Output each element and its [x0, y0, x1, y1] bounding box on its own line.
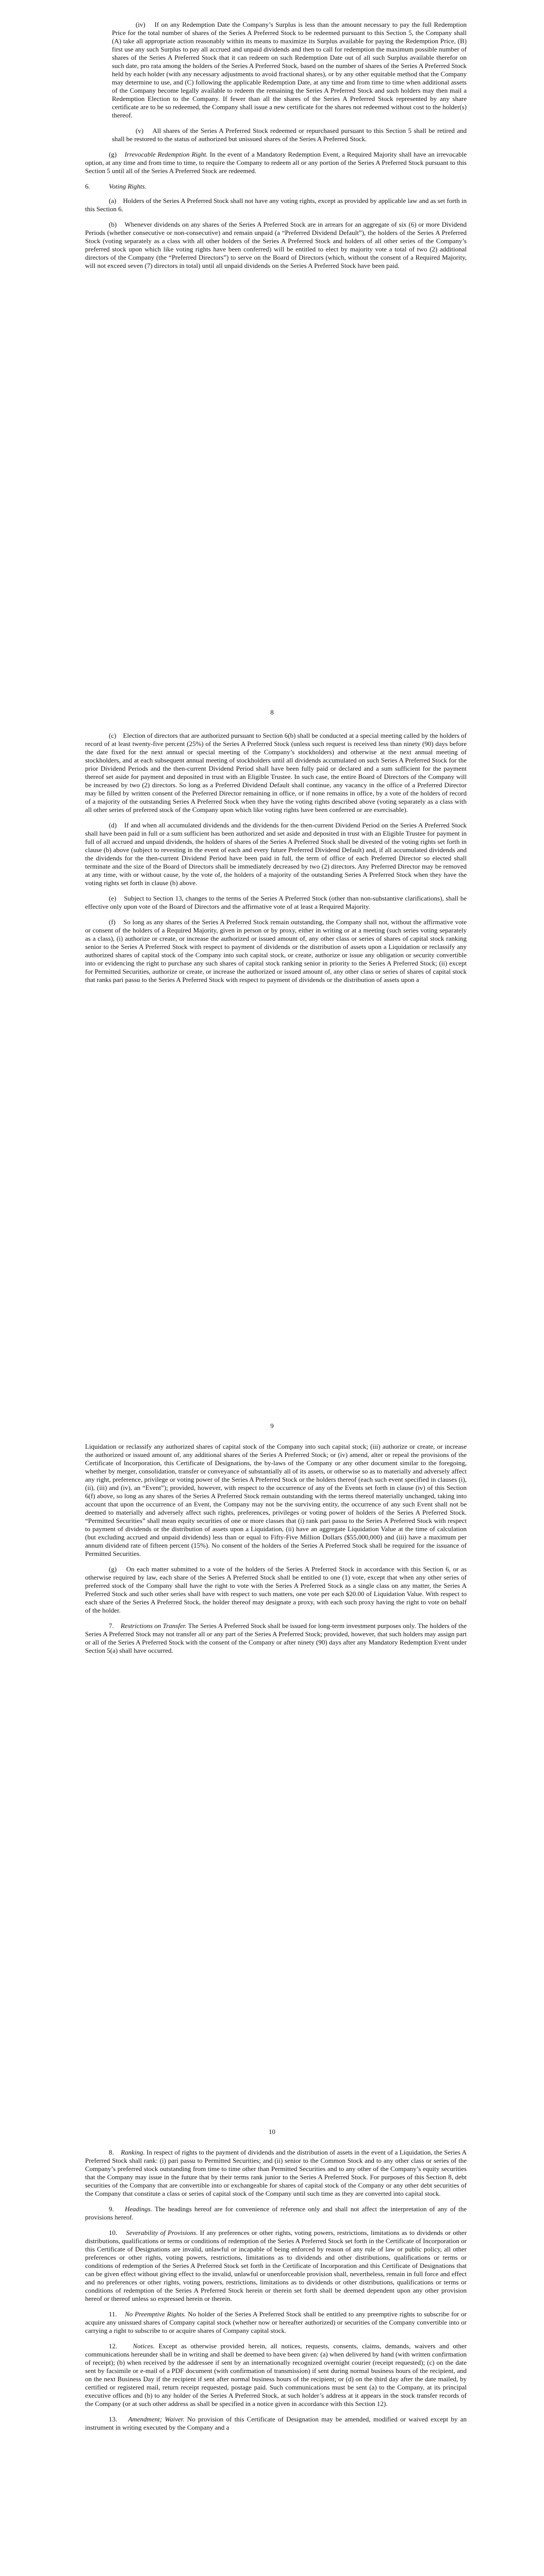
paragraph-6-a: (a) Holders of the Series A Preferred Stock shall not have any voting rights, except as provided by applicable law and as set forth in this Section 6. [85, 197, 467, 213]
page-body [85, 21, 467, 270]
page-number: 8 [270, 708, 274, 716]
paragraph-6-e: (e) Subject to Section 13, changes to the terms of the Series A Preferred Stock (other than non-substantive clarifications), shall be effective only upon vote of the Board of Directors and the affirmative vote of at least a Required Majority. [85, 894, 467, 910]
paragraph-5-g: (g) Irrevocable Redemption Right. In the event of a Mandatory Redemption Event, a Required Majority shall have an irrevocable option, at any time and from time to time, to require the Company to redeem all or any portion of the Series A Preferred Stock pursuant to this Section 5 until all of the Series A Preferred Stock are redeemed. [85, 150, 467, 175]
paragraph-6-g: (g) On each matter submitted to a vote of the holders of the Series A Preferred Stock in accordance with this Section 6, or as otherwise required by law, each share of the Series A Preferred Stock shall be entitled to one (1) vote, except that when any other series of preferred stock of the Company shall have the right to vote with the Series A Preferred Stock as a single class on any matter, the Series A Preferred Stock and such other series shall have with respect to such matters, one vote per each $20.00 of Liquidation Value. With respect to each share of the Series A Preferred Stock, the holder thereof may designate a proxy, with each such proxy having the right to vote on behalf of the holder. [85, 1565, 467, 1614]
document-page-8 [0, 21, 544, 277]
document-page-10 [0, 1443, 544, 1662]
section-8: 8. Ranking. In respect of rights to the payment of dividends and the distribution of assets in the event of a Liquidation, the Series A Preferred Stock shall rank: (i) pari passu to Permitted Securities; and (ii) senior to the Common Stock and to any other class or series of the Company’s preferred stock outstanding from time to time other than Permitted Securities and to any other of the Company’s equity securities that the Company may issue in the future that by their terms rank junior to the Series A Preferred Stock. For purposes of this Section 8, debt securities of the Company that are convertible into or exchangeable for shares of capital stock of the Company or any other debt securities of the Company that constitute a class or series of capital stock of the Company until such time as they are converted into capital stock. [85, 2148, 467, 2197]
section-9: 9. Headings. The headings hereof are for convenience of reference only and shall not affect the interpretation of any of the provisions hereof. [85, 2205, 467, 2221]
document-page-11 [0, 2148, 544, 2439]
page-body [85, 732, 467, 984]
section-10: 10. Severability of Provisions. If any preferences or other rights, voting powers, restrictions, limitations as to dividends or other distributions, qualifications or terms or conditions of redemption of the Series A Preferred Stock set forth in the Certificate of Incorporation or this Certificate of Designations are invalid, unlawful or incapable of being enforced by reason of any rule of law or public policy, all other preferences or other rights, voting powers, restrictions, limitations as to dividends and other distributions, qualifications or terms or conditions of redemption of the Series A Preferred Stock set forth in the Certificate of Incorporation and this Certificate of Designations that can be given effect without giving effect to the invalid, unlawful or unenforceable provision shall, nevertheless, remain in full force and effect and no preferences or other rights, voting powers, restrictions, limitations as to dividends or other distributions, qualifications or terms or conditions of redemption of the Series A Preferred Stock herein or therein set forth shall be deemed dependent upon any other provision hereof or thereof unless so expressed herein or therein. [85, 2229, 467, 2302]
section-7: 7. Restrictions on Transfer. The Series A Preferred Stock shall be issued for long-term investment purposes only. The holders of the Series A Preferred Stock may not transfer all or any part of the Series A Preferred Stock; provided, however, that such holders may assign part or all of the Series A Preferred Stock with the consent of the Company or after ninety (90) days after any Mandatory Redemption Event under Section 5(a) shall have occurred. [85, 1622, 467, 1654]
page-number: 9 [270, 1422, 274, 1430]
paragraph-6-d: (d) If and when all accumulated dividends and the dividends for the then-current Dividend Period on the Series A Preferred Stock shall have been paid in full or a sum sufficient has been authorized and set aside and deposited in trust with an Eligible Trustee for payment in full of all accrued and unpaid dividends, the holders of shares of the Series A Preferred Stock shall be divested of the voting rights set forth in clause (b) above (subject to revesting in the event of each and every future Preferred Dividend Default) and, if all accumulated dividends and the dividends for the then-current Dividend Period have been paid in full, the term of office of each Preferred Director so elected shall terminate and the size of the Board of Directors shall be immediately decreased by two (2) directors. Any Preferred Director may be removed at any time, with or without cause, by the vote of, the holders of a majority of the outstanding Series A Preferred Stock when they have the voting rights set forth in clause (b) above. [85, 821, 467, 887]
paragraph-6-f: (f) So long as any shares of the Series A Preferred Stock remain outstanding, the Company shall not, without the affirmative vote or consent of the holders of a Required Majority, given in person or by proxy, either in writing or at a meeting (such series voting separately as a class), (i) authorize or create, or increase the authorized or issued amount of, any other class or series of shares of capital stock ranking senior to the Series A Preferred Stock with respect to payment of dividends or the distribution of assets upon a Liquidation or reclassify any authorized shares of capital stock of the Company into such capital stock, or create, authorize or issue any obligation or security convertible into or evidencing the right to purchase any such shares of capital stock ranking senior in priority to the Series A Preferred Stock; (ii) except for Permitted Securities, authorize or create, or increase the authorized or issued amount of, any other class or series of shares of capital stock that ranks pari passu to the Series A Preferred Stock with respect to payment of dividends or the distribution of assets upon a [85, 918, 467, 984]
document-page-9 [0, 732, 544, 991]
paragraph-6-c: (c) Election of directors that are authorized pursuant to Section 6(b) shall be conducted at a special meeting called by the holders of record of at least twenty-five percent (25%) of the Series A Preferred Stock (unless such request is received less than ninety (90) days before the date fixed for the next annual or special meeting of the Company’s stockholders) and otherwise at the next annual meeting of stockholders, and at each subsequent annual meeting of stockholders until all dividends accumulated on such Series A Preferred Stock for the prior Dividend Periods and the then-current Dividend Period shall have been fully paid or declared and a sum sufficient for the payment thereof set aside for payment and deposited in trust with an Eligible Trustee. In such case, the entire Board of Directors of the Company will be increased by two (2) directors. So long as a Preferred Dividend Default shall continue, any vacancy in the office of a Preferred Director may be filled by written consent of the Preferred Director remaining in office, or if none remains in office, by a vote of the holders of record of a majority of the outstanding Series A Preferred Stock when they have the voting rights described above (voting separately as a class with all other series of preferred stock of the Company upon which like voting rights have been conferred or are exercisable). [85, 732, 467, 814]
section-13: 13. Amendment; Waiver. No provision of this Certificate of Designation may be amended, modified or waived except by an instrument in writing executed by the Company and a [85, 2415, 467, 2431]
paragraph-5-iv: (iv) If on any Redemption Date the Company’s Surplus is less than the amount necessary to pay the full Redemption Price for the total number of shares of the Series A Preferred Stock to be redeemed pursuant to this Section 5, the Company shall (A) take all appropriate action reasonably within its means to maximize its Surplus available for paying the Redemption Price, (B) first use any such Surplus to pay all accrued and unpaid dividends and then to call for redemption the maximum possible number of shares of the Series A Preferred Stock that it can redeem on such Redemption Date out of all such Surplus available therefor on such date, pro rata among the holders of the Series A Preferred Stock, based on the number of shares of the Series A Preferred Stock held by each holder (with any necessary adjustments to avoid fractional shares), or by any other equitable method that the Company may determine to use, and (C) following the applicable Redemption Date, at any time and from time to time when additional assets of the Company become legally available to redeem the remaining the Series A Preferred Stock and such holders may then mail a Redemption Election to the Company. If fewer than all the shares of the Series A Preferred Stock represented by any share certificate are to be so redeemed, the Company shall issue a new certificate for the shares not redeemed without cost to the holder(s) thereof. [112, 21, 467, 119]
page-number: 10 [269, 2128, 275, 2136]
paragraph-6-b: (b) Whenever dividends on any shares of the Series A Preferred Stock are in arrears for an aggregate of six (6) or more Dividend Periods (whether consecutive or non-consecutive) and remain unpaid (a “Preferred Dividend Default”), the holders of the Series A Preferred Stock (voting separately as a class with all other holders of the Series A Preferred Stock and holders of all other series of the Company’s preferred stock upon which like voting rights have been conferred) will be entitled to elect by majority vote a total of two (2) additional directors of the Company (the “Preferred Directors”) to serve on the Board of Directors (which, without the consent of a Required Majority, will not exceed seven (7) directors in total) until all unpaid dividends on the Series A Preferred Stock have been paid. [85, 221, 467, 269]
page-body [85, 1443, 467, 1655]
page-body [85, 2148, 467, 2432]
section-12: 12. Notices. Except as otherwise provided herein, all notices, requests, consents, claims, demands, waivers and other communications hereunder shall be in writing and shall be deemed to have been given: (a) when delivered by hand (with written confirmation of receipt); (b) when received by the addressee if sent by an internationally recognized overnight courier (receipt requested); (c) on the date sent by facsimile or e-mail of a PDF document (with confirmation of transmission) if sent during normal business hours of the recipient, and on the next Business Day if the recipient if sent after normal business hours of the recipient; or (d) on the third day after the date mailed, by certified or registered mail, return receipt requested, postage paid. Such communications must be sent (a) to the Company, at its principal executive offices and (b) to any holder of the Series A Preferred Stock, at such holder’s address at it appears in the stock transfer records of the Company (or at such other address as shall be specified in a notice given in accordance with this Section 12). [85, 2342, 467, 2408]
paragraph-5-v: (v) All shares of the Series A Preferred Stock redeemed or repurchased pursuant to this Section 5 shall be retired and shall be restored to the status of authorized but unissued shares of the Series A Preferred Stock. [112, 127, 467, 143]
section-11: 11. No Preemptive Rights. No holder of the Series A Preferred Stock shall be entitled to any preemptive rights to subscribe for or acquire any unissued shares of Company capital stock (whether now or hereafter authorized) or securities of the Company convertible into or carrying a right to subscribe to or acquire shares of Company capital stock. [85, 2310, 467, 2334]
paragraph-6-f-continued: Liquidation or reclassify any authorized shares of capital stock of the Company into such capital stock; (iii) authorize or create, or increase the authorized or issued amount of, any additional shares of the Series A Preferred Stock; or (iv) amend, alter or repeal the provisions of the Certificate of Incorporation, this Certificate of Designations, the by-laws of the Company or any other document similar to the foregoing, whether by merger, consolidation, transfer or conveyance of substantially all of its assets, or otherwise so as to materially and adversely affect any right, preference, privilege or voting power of the Series A Preferred Stock or the holders thereof (each such event specified in clauses (i), (ii), (iii) and (iv), an “Event”); provided, however, with respect to the occurrence of any of the Events set forth in clause (iv) of this Section 6(f) above, so long as any shares of the Series A Preferred Stock remain outstanding with the terms thereof materially unchanged, taking into account that upon the occurrence of an Event, the Company may not be the surviving entity, the occurrence of any such Event shall not be deemed to materially and adversely affect such rights, preferences, privileges or voting power of holders of the Series A Preferred Stock. “Permitted Securities” shall mean equity securities of one or more classes that (i) rank pari passu to the Series A Preferred Stock with respect to payment of dividends or the distribution of assets upon a Liquidation, (ii) have an aggregate Liquidation Value at the time of calculation (but excluding accrued and unpaid dividends) less than or equal to Fifty-Five Million Dollars ($55,000,000) and (iii) have a maximum per annum dividend rate of fifteen percent (15%). No consent of the holders of the Series A Preferred Stock shall be required for the issuance of Permitted Securities. [85, 1443, 467, 1557]
section-6-heading: 6. Voting Rights. [85, 182, 146, 190]
